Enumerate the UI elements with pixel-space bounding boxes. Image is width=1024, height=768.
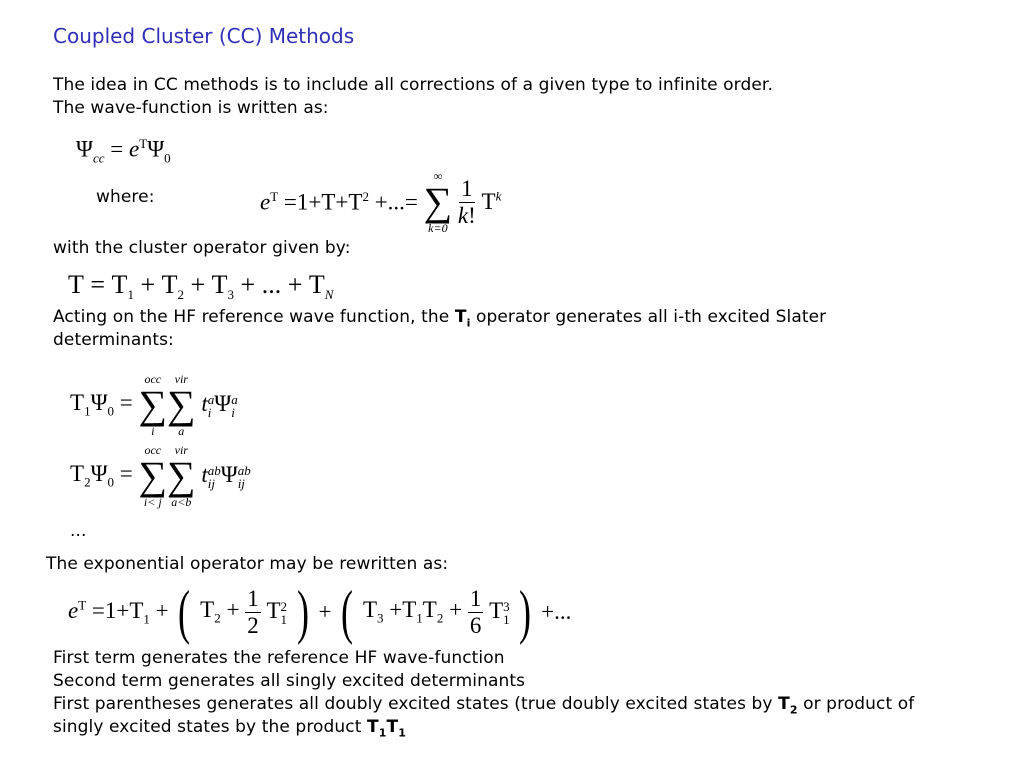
- equation-exp-expansion: $e^T =1+T_1$ + ( $T_2$ + $\frac{1}{2}$ T 2 1 ) + ( $T_3 +T_1T_2$ + $\frac{1}{6}$ T 3 1 ) +...: [68, 579, 572, 645]
- right-paren-1: ): [296, 579, 309, 645]
- terms-line-3: First parentheses generates all doubly excited states (true doubly excited states by $T_2$ or product of: [53, 694, 915, 717]
- acting-line-2: determinants:: [53, 330, 174, 350]
- right-paren-2: ): [519, 579, 532, 645]
- equation-cluster-operator: $T = T_1 + T_2 + T_3$ + ... + $T_N$: [68, 270, 334, 303]
- equation-psi-cc: $\Psi_{cc} = e^T\Psi_0$: [76, 136, 171, 166]
- terms-line-2: Second term generates all singly excited determinants: [53, 671, 526, 691]
- equation-t2-psi0: $T_2\Psi_0$ = occ ∑ i< j vir ∑ a<b t ab ij Ψ ab ij: [70, 443, 251, 509]
- terms-line-4: singly excited states by the product $T_1T_1$: [53, 717, 406, 740]
- page-title: Coupled Cluster (CC) Methods: [53, 24, 355, 48]
- intro-line-2: The wave-function is written as:: [53, 98, 329, 118]
- equation-t1-psi0: $T_1\Psi_0$ = occ ∑ i vir ∑ a t a i Ψ a i: [70, 372, 238, 438]
- summation-symbol: ∞ ∑ k=0: [423, 169, 453, 235]
- where-label: where:: [96, 187, 155, 207]
- acting-line-1: Acting on the HF reference wave function, the $T_i$ operator generates all i-th excited Slater: [53, 307, 827, 330]
- terms-line-1: First term generates the reference HF wave-function: [53, 648, 505, 668]
- cluster-operator-label: with the cluster operator given by:: [53, 238, 351, 258]
- equation-exp-series: $e^T =1+T+T^2$ +...= ∞ ∑ k=0 $\frac{1}{k!}$ $T^k$: [260, 169, 502, 235]
- ellipsis: ...: [70, 521, 87, 541]
- left-paren-1: (: [178, 579, 191, 645]
- exponential-label: The exponential operator may be rewritten as:: [46, 554, 449, 574]
- intro-line-1: The idea in CC methods is to include all corrections of a given type to infinite order.: [53, 75, 773, 95]
- left-paren-2: (: [341, 579, 354, 645]
